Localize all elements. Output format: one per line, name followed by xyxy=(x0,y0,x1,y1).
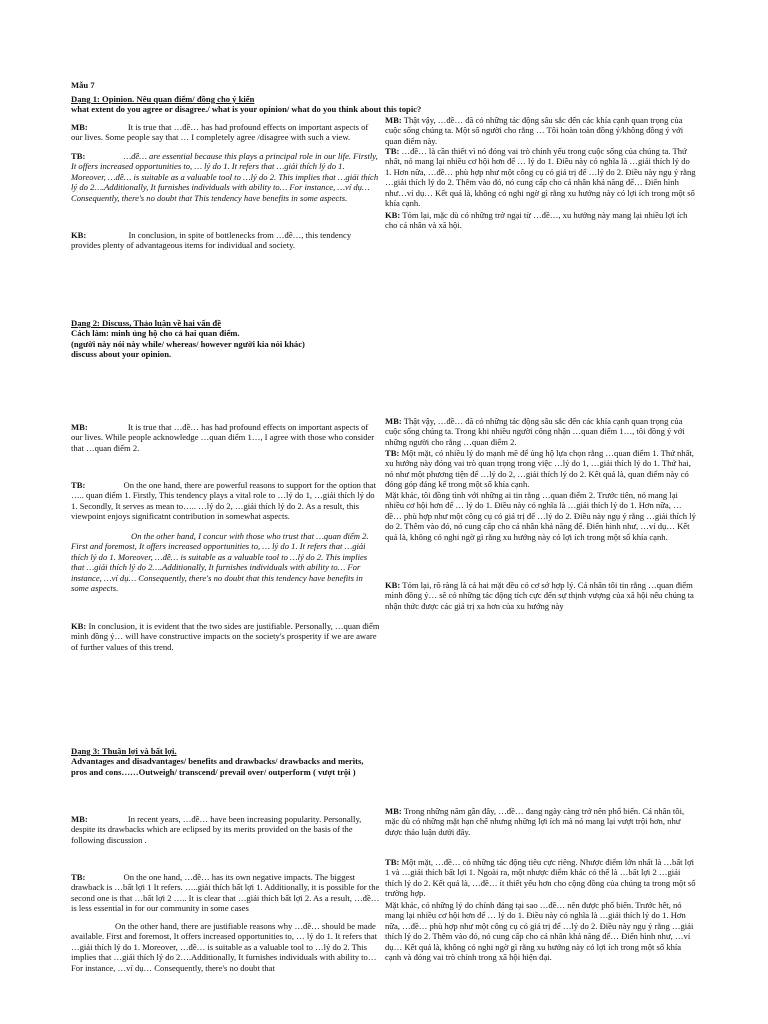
section-3-heading: Dạng 3: Thuận lợi và bất lợi. xyxy=(71,746,177,756)
tb-label: TB: xyxy=(71,151,86,161)
tb-text-2: On the other hand, I concur with those who trust that …quan điểm 2. First and foremost, It offers increased opportunities to, … lý do 1. It refers that …giải thích lý do 1. Moreover, …đề… is suitable as a valuable tool to …lý do 2. This implies that …giải thích lý do 2….Additionally, It furnishes individuals with ability to… For instance, …ví dụ… Consequently, there's no doubt that this tendency have benefits in some aspects. xyxy=(71,531,369,594)
d2-kb-en xyxy=(71,621,381,652)
d3-mb-en xyxy=(71,814,381,845)
d1-tb-vi xyxy=(385,146,697,208)
d2-tb-vi xyxy=(385,448,697,490)
vi-tb-label: TB: xyxy=(385,857,400,867)
vi-tb-text-2: Mặt khác, tôi đồng tình với những ai tin rằng …quan điểm 2. Trước tiên, nó mang lại nhiều cơ hội hơn để … lý do 1. Điều này có nghĩa là …giải thích lý do 1. Hơn nữa, …đề… phù hợp như một công cụ có giá trị để …lý do 2. Điều này ngụ ý rằng …giải thích lý do 2. Thêm vào đó, nó cung cấp cho cá nhân khả năng để. Điển hình như, …ví dụ… Kết quả là, không có nghi ngờ gì rằng xu hướng này có lợi ích trong một số khía cạnh. xyxy=(385,490,696,542)
section-2-discuss: discuss about your opinion. xyxy=(71,349,172,360)
d2-mb-vi xyxy=(385,416,697,447)
kb-label: KB: xyxy=(71,230,87,240)
tb-text-1: On the one hand, …đề… has its own negative impacts. The biggest drawback is …bất lợi 1 It refers. …..giải thích bất lợi 1. Additionally, it is possible for the second one is that …bất lợi 2 ….. It is clear that …giải thích bất lợi 2. As a result, …đề… is less essential in for our community in some cases xyxy=(71,872,380,914)
tb-label: TB: xyxy=(71,872,86,882)
vi-tb-label: TB: xyxy=(385,146,400,156)
section-2-method: Cách làm: minh ủng hộ cho cả hai quan điểm. xyxy=(71,328,240,339)
d1-kb-en xyxy=(71,230,381,251)
mb-label: MB: xyxy=(71,122,88,132)
vi-kb-text: Tóm lại, rõ ràng là cả hai mặt đều có cơ sở hợp lý. Cá nhân tôi tin rằng …quan điểm mình đồng ý… sẽ có những tác động tích cực đến sự thịnh vượng của xã hội nếu chúng ta nhận thức được các giá trị xa hơn của xu hướng này xyxy=(385,580,694,611)
kb-label: KB: xyxy=(71,621,87,631)
vi-kb-text: Tóm lại, mặc dù có những trở ngại từ …đề…, xu hướng này mang lại nhiều lợi ích cho cá nhân và xã hội. xyxy=(385,210,688,231)
d2-tb-en xyxy=(71,480,381,522)
d3-mb-vi xyxy=(385,806,697,837)
vi-mb-label: MB: xyxy=(385,416,402,426)
vi-mb-label: MB: xyxy=(385,806,402,816)
vi-tb-text: …đề… là cần thiết vì nó đóng vai trò chính yếu trong cuộc sống của chúng ta. Thứ nhất, nó mang lại nhiều cơ hội hơn để … lý do 1. Điều này có nghĩa là …giải thích lý do 1. Hơn nữa, …đề… phù hợp như một công cụ có giá trị để …lý do 2. Điều này ngụ ý rằng …giải thích lý do 2. Thêm vào đó, nó cung cấp cho cá nhân khả năng để… Điển hình như…ví dụ… Kết quả là, không có nghi ngờ gì rằng xu hướng này có lợi ích trong một số khía cạnh. xyxy=(385,146,696,209)
kb-text: In conclusion, in spite of bottlenecks from …đề…, this tendency provides plenty of advantageous items for individual and society. xyxy=(71,230,352,251)
vi-tb-text-2: Mặt khác, có những lý do chính đáng tại sao …đề… nên được phổ biến. Trước hết, nó mang lại nhiều cơ hội hơn để … lý do 1. Điều này có nghĩa là …giải thích lý do 1. Hơn nữa, …đề… phù hợp như một công cụ có giá trị để …lý do 2. Điều này ngụ ý rằng …giải thích lý do 2. Thêm vào đó, nó cung cấp cho cá nhân khả năng để… Điển hình như, …ví dụ… Kết quả là, không có nghi ngờ gì rằng xu hướng này có lợi ích trong một số khía cạnh và đóng vai trò chính trong xã hội hiện đại. xyxy=(385,900,694,963)
d1-mb-vi xyxy=(385,115,697,146)
d1-kb-vi xyxy=(385,210,697,231)
d2-tb2-en xyxy=(71,531,381,593)
d3-tb-vi xyxy=(385,857,697,899)
d3-tb-en xyxy=(71,872,381,914)
section-3-title xyxy=(71,746,381,777)
section-2-note: (người này nói này while/ whereas/ however người kia nói khác) xyxy=(71,338,305,349)
vi-kb-label: KB: xyxy=(385,580,401,590)
vi-mb-label: MB: xyxy=(385,115,402,125)
section-1-subtitle: what extent do you agree or disagree./ what is your opinion/ what do you think about this topic? xyxy=(71,104,422,114)
tb-label: TB: xyxy=(71,480,86,490)
d2-kb-vi xyxy=(385,580,697,611)
d1-mb-en xyxy=(71,122,381,143)
mb-text: It is true that …đề… has had profound effects on important aspects of our lives. While people acknowledge …quan điểm 1…, I agree with those who consider that …quan điểm 2. xyxy=(71,422,375,453)
vi-mb-text: Trong những năm gần đây, …đề… đang ngày càng trở nên phổ biến. Cá nhân tôi, mặc dù có những mặt hạn chế nhưng những lợi ích mà nó mang lại vượt trội hơn, như được thảo luận dưới đây. xyxy=(385,806,685,837)
d3-tb2-en xyxy=(71,921,381,973)
vi-mb-text: Thật vậy, …đề… đã có những tác động sâu sắc đến các khía cạnh quan trọng của cuộc sống chúng ta. Trong khi nhiều người công nhận …quan điểm 1…, tôi đồng ý với những người cho rằng …quan điểm 2. xyxy=(385,416,685,447)
vi-tb-text: Một mặt, có nhiều lý do mạnh mẽ để ủng hộ lựa chọn rằng …quan điểm 1. Thứ nhất, xu hướng này đóng vai trò quan trọng trong việc …lý do 1, …giải thích lý do 1. Thứ hai, nó như một phương tiện để …lý do 2, …giải thích lý do 2. Kết quả là, quan điểm này có đóng góp đáng kể trong một số khía cạnh. xyxy=(385,448,694,490)
section-1-heading: Dạng 1: Opinion. Nêu quan điểm/ đồng cho ý kiến xyxy=(71,94,255,104)
vi-tb-label: TB: xyxy=(385,448,400,458)
mb-label: MB: xyxy=(71,814,88,824)
section-3-subtitle: Advantages and disadvantages/ benefits and drawbacks/ drawbacks and merits, pros and cons……Outweigh/ transcend/ prevail over/ outperform ( vượt trội ) xyxy=(71,756,364,777)
section-1-title xyxy=(71,94,254,104)
page-label: Mẫu 7 xyxy=(71,80,95,90)
d1-tb-en xyxy=(71,151,381,203)
d2-tb2-vi xyxy=(385,490,697,542)
vi-kb-label: KB: xyxy=(385,210,401,220)
section-2-heading: Dạng 2: Discuss, Thảo luận về hai vấn đề xyxy=(71,318,222,328)
vi-tb-text: Một mặt, …đề… có những tác động tiêu cực riêng. Nhược điểm lớn nhất là …bất lợi 1 và …giải thích bất lợi 1. Ngoài ra, một nhược điểm khác có thể là …bất lợi 2 …giải thích lý do 2. Kết quả là, …đề… ít thiết yếu hơn cho cộng đồng của chúng ta trong một số trường hợp. xyxy=(385,857,696,899)
mb-text: In recent years, …đề… have been increasing popularity. Personally, despite its drawbacks which are eclipsed by its merits provided on the basis of the following discussion . xyxy=(71,814,362,845)
mb-text: It is true that …đề… has had profound effects on important aspects of our lives. Some people say that … I completely agree /disagree with such a view. xyxy=(71,122,369,143)
kb-text: In conclusion, it is evident that the two sides are justifiable. Personally, …quan điểm mình đồng ý… will have constructive impacts on the society's prosperity if we are aware of further values of this trend. xyxy=(71,621,380,652)
vi-mb-text: Thật vậy, …đề… đã có những tác động sâu sắc đến các khía cạnh quan trọng của cuộc sống chúng ta. Một số người cho rằng … Tôi hoàn toàn đồng ý/không đồng ý với quan điểm này. xyxy=(385,115,684,146)
section-2-title xyxy=(71,318,441,360)
tb-text-1: On the one hand, there are powerful reasons to support for the option that ….. quan điểm 1. Firstly, This tendency plays a vital role to …lý do 1, …giải thích lý do 1. Secondly, It serves as mean to….. …lý do 2, …giải thích lý do 2. As a result, this viewpoint enjoys significatnt contribution in somewhat aspects. xyxy=(71,480,376,522)
tb-text-2: On the other hand, there are justifiable reasons why …đề… should be made available. First and foremost, It offers increased opportunities to, … lý do 1. It refers that …giải thích lý do 1. Moreover, …đề… is suitable as a valuable tool to …lý do 2. This implies that …giải thích lý do 2….Additionally, It furnishes individuals with ability to… For instance, …ví dụ… Consequently, there's no doubt that xyxy=(71,921,378,973)
mb-label: MB: xyxy=(71,422,88,432)
d3-tb2-vi xyxy=(385,900,697,962)
tb-text: …đề… are essential because this plays a principal role in our life. Firstly, It offers increased opportunities to, … lý do 1. It refers that …giải thích lý do 1. Moreover, …đề… is suitable as a valuable tool to …lý do 2. This implies that …giải thích lý do 2….Additionally, It furnishes individuals with ability to… For instance, …ví dụ… Consequently, there's no doubt that This tendency have benefits in some aspects. xyxy=(71,151,379,203)
d2-mb-en xyxy=(71,422,381,453)
